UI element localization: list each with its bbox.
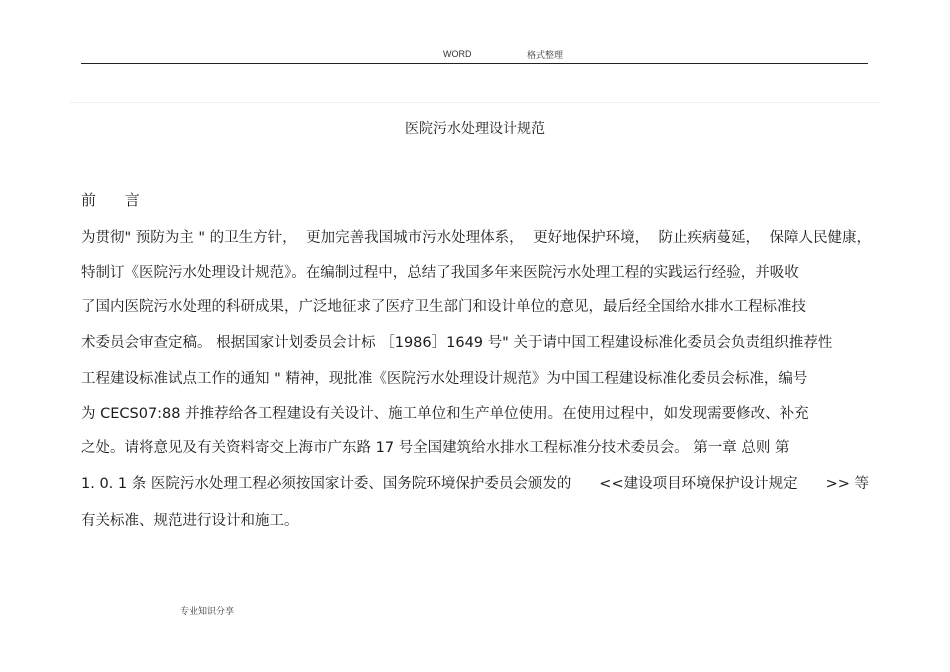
header-rule xyxy=(81,63,868,64)
body-line-8-part: <<建设项目环境保护设计规定 xyxy=(599,476,798,492)
document-title: 医院污水处理设计规范 xyxy=(405,121,545,137)
body-line-1 xyxy=(81,226,871,247)
body-line-8-part: 1. 0. 1 条 医院污水处理工程必须按国家计委、国务院环境保护委员会颁发的 xyxy=(81,476,572,492)
body-line-8 xyxy=(81,472,869,493)
body-line-1-part: 更加完善我国城市污水处理体系， xyxy=(306,230,524,246)
body-line-6: 为 CECS07:88 并推荐给各工程建设有关设计、施工单位和生产单位使用。在使用过程中，如发现需要修改、补充 xyxy=(81,406,809,422)
header-right-label: 格式整理 xyxy=(527,51,564,61)
header-left-label: WORD xyxy=(443,49,472,59)
page-divider xyxy=(70,102,880,103)
body-line-2: 特制订《医院污水处理设计规范》。在编制过程中，总结了我国多年来医院污水处理工程的实践运行经验，并吸收 xyxy=(81,265,799,281)
body-line-9: 有关标准、规范进行设计和施工。 xyxy=(81,513,299,529)
body-line-1-part: 为贯彻" 预防为主 " 的卫生方针， xyxy=(81,230,297,246)
body-line-7: 之处。请将意见及有关资料寄交上海市广东路 17 号全国建筑给水排水工程标准分技术委员会。 第一章 总则 第 xyxy=(81,440,790,456)
body-line-4: 术委员会审查定稿。 根据国家计划委员会计标 ［1986］1649 号" 关于请中国工程建设标准化委员会负责组织推荐性 xyxy=(81,335,833,351)
body-line-1-part: 防止疾病蔓延， xyxy=(658,230,761,246)
footer-label: 专业知识分享 xyxy=(180,607,235,617)
body-line-5: 工程建设标准试点工作的通知 " 精神，现批准《医院污水处理设计规范》为中国工程建设标准化委员会标准，编号 xyxy=(81,371,808,387)
preface-heading: 前 言 xyxy=(81,191,152,209)
body-line-8-part: >> 等 xyxy=(825,476,869,492)
body-line-3: 了国内医院污水处理的科研成果，广泛地征求了医疗卫生部门和设计单位的意见，最后经全国给水排水工程标准技 xyxy=(81,299,806,315)
body-line-1-part: 更好地保护环境， xyxy=(533,230,650,246)
body-line-1-part: 保障人民健康， xyxy=(769,230,871,246)
